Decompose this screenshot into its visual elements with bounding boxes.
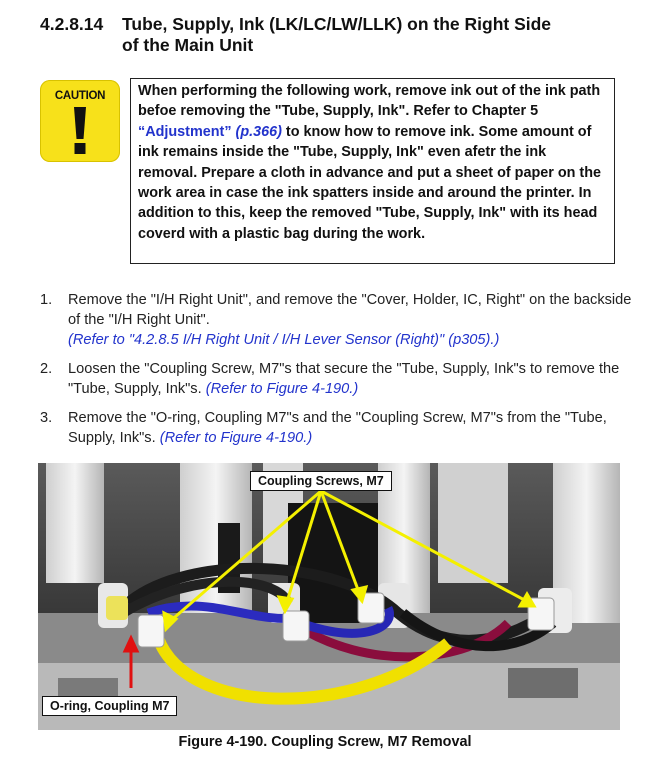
caution-icon-label: CAUTION (54, 90, 106, 102)
step-number: 1. (40, 292, 53, 308)
section-number: 4.2.8.14 (40, 14, 104, 34)
step-item (40, 290, 640, 350)
step-reference-link[interactable]: (Refer to Figure 4-190.) (205, 381, 359, 397)
step-text: Loosen the "Coupling Screw, M7"s that secure the "Tube, Supply, Ink"s to remove the "Tube, Supply, Ink"s. (68, 361, 620, 397)
section-title-line1: Tube, Supply, Ink (LK/LC/LW/LLK) on the Right Side (122, 14, 552, 34)
figure-photo (38, 463, 620, 730)
caution-text-2: to know how to remove ink. Some amount of ink remains inside the "Tube, Supply, Ink" even afetr the ink removal. Prepare a cloth in advance and put a sheet of paper on the work area in case the ink spatters inside and around the printer. In addition to this, keep the removed "Tube, Supply, Ink" with its head coverd with a plastic bag during the work. (138, 123, 602, 242)
caution-text-1: When performing the following work, remove ink out of the ink path befoe removing the "Tube, Supply, Ink". Refer to Chapter 5 (138, 83, 601, 120)
page-ref-link[interactable]: (p.366) (235, 123, 282, 140)
section-heading (40, 14, 640, 56)
section-title-line2: of the Main Unit (122, 35, 254, 55)
coupling-screws-callout: Coupling Screws, M7 (250, 471, 392, 491)
step-number: 2. (40, 361, 53, 377)
step-reference-link[interactable]: (Refer to Figure 4-190.) (159, 430, 313, 446)
o-ring-callout: O-ring, Coupling M7 (42, 696, 177, 716)
caution-notice (130, 78, 615, 264)
procedure-steps (40, 290, 640, 457)
adjustment-link[interactable]: “Adjustment” (138, 123, 232, 140)
figure-caption: Figure 4-190. Coupling Screw, M7 Removal (178, 734, 472, 750)
step-item (40, 359, 640, 399)
step-text: Remove the "I/H Right Unit", and remove the "Cover, Holder, IC, Right" on the backside of the "I/H Right Unit". (68, 292, 632, 328)
caution-exclamation-icon (40, 80, 120, 162)
step-item (40, 408, 640, 448)
step-reference-link[interactable]: (Refer to "4.2.8.5 I/H Right Unit / I/H Lever Sensor (Right)" (p305).) (68, 332, 500, 348)
step-text: Remove the "O-ring, Coupling M7"s and the "Coupling Screw, M7"s from the "Tube, Supply, Ink"s. (68, 410, 607, 446)
printer-tubes-illustration (38, 463, 620, 730)
step-number: 3. (40, 410, 53, 426)
exclamation-mark-icon (68, 107, 92, 155)
